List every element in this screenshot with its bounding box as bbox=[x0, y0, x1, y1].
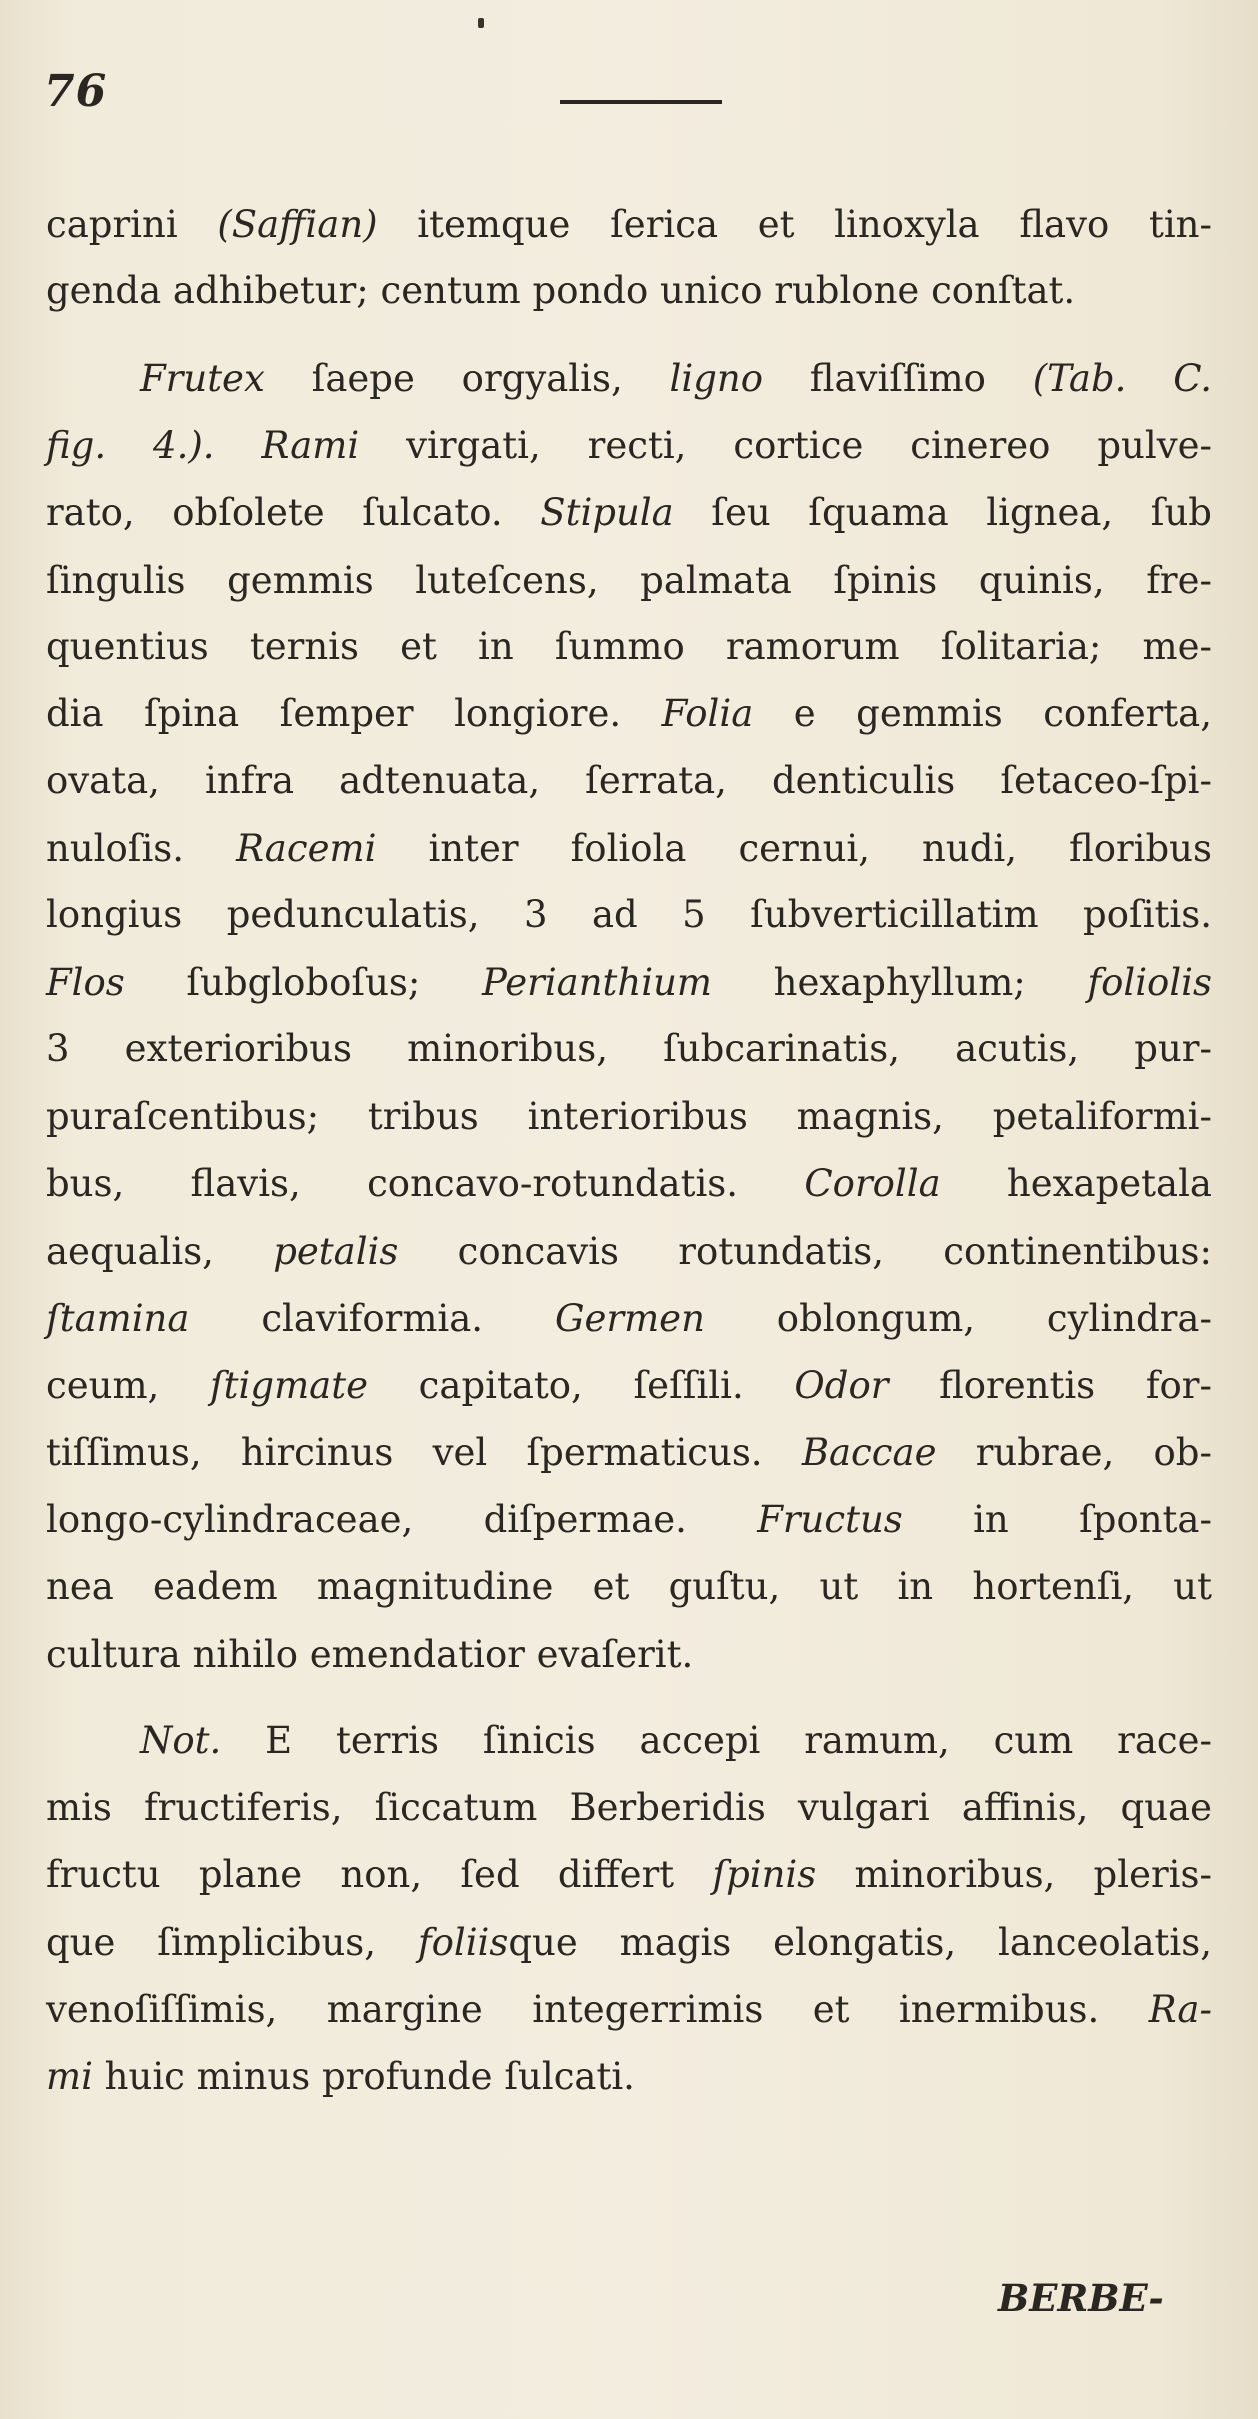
text-segment: e gemmis conferta, bbox=[753, 692, 1212, 735]
text-segment: concavis rotundatis, continentibus: bbox=[398, 1230, 1212, 1273]
text-segment: genda adhibetur; centum pondo unico rublone conſtat. bbox=[46, 269, 1076, 312]
text-segment: tiſſimus, hircinus vel ſpermaticus. bbox=[46, 1431, 802, 1474]
italic-segment: Fructus bbox=[757, 1498, 903, 1541]
text-segment: que magis elongatis, lanceolatis, bbox=[508, 1921, 1212, 1964]
text-segment: virgati, recti, cortice cinereo pulve- bbox=[359, 424, 1213, 467]
text-segment bbox=[215, 424, 262, 467]
text-line bbox=[140, 1719, 1212, 1762]
text-segment: ovata, infra adtenuata, ſerrata, denticulis ſetaceo-ſpi- bbox=[46, 759, 1212, 802]
text-segment: ſeu ſquama lignea, ſub bbox=[673, 491, 1212, 534]
italic-segment: Folia bbox=[661, 692, 754, 735]
text-segment: ſubgloboſus; bbox=[124, 961, 483, 1004]
text-segment: minoribus, pleris- bbox=[816, 1853, 1212, 1896]
text-segment: que ſimplicibus, bbox=[46, 1921, 418, 1964]
text-segment: longo-cylindraceae, diſpermae. bbox=[46, 1498, 758, 1541]
text-line bbox=[46, 1786, 1212, 1829]
text-segment: itemque ſerica et linoxyla flavo tin- bbox=[377, 203, 1212, 246]
italic-segment: Perianthium bbox=[482, 961, 713, 1004]
text-line bbox=[140, 357, 1212, 400]
text-segment: aequalis, bbox=[46, 1230, 274, 1273]
text-segment: florentis for- bbox=[888, 1364, 1212, 1407]
italic-segment: Frutex bbox=[140, 357, 265, 400]
text-line bbox=[46, 1498, 1212, 1541]
text-line bbox=[46, 1921, 1212, 1964]
text-segment: longius pedunculatis, 3 ad 5 ſubverticillatim poſitis. bbox=[46, 893, 1212, 936]
header-rule bbox=[560, 100, 722, 104]
italic-segment: Racemi bbox=[236, 827, 377, 870]
text-segment: ceum, bbox=[46, 1364, 210, 1407]
text-line bbox=[46, 961, 1212, 1004]
text-line bbox=[46, 692, 1212, 735]
text-segment: E terris ſinicis accepi ramum, cum race- bbox=[221, 1719, 1212, 1762]
text-line bbox=[46, 2055, 1212, 2098]
italic-segment: Rami bbox=[261, 424, 360, 467]
text-segment: puraſcentibus; tribus interioribus magnis, petaliformi- bbox=[46, 1095, 1212, 1138]
italic-segment: Odor bbox=[794, 1364, 889, 1407]
page-number: 76 bbox=[44, 66, 108, 117]
text-segment: mis fructiferis, ſiccatum Berberidis vulgari affinis, quae bbox=[46, 1786, 1212, 1829]
text-segment: 3 exterioribus minoribus, ſubcarinatis, acutis, pur- bbox=[46, 1027, 1212, 1070]
italic-segment: mi bbox=[46, 2055, 93, 2098]
italic-segment: Not. bbox=[140, 1719, 222, 1762]
text-segment: oblongum, cylindra- bbox=[704, 1297, 1212, 1340]
text-segment: claviformia. bbox=[189, 1297, 555, 1340]
text-segment: rato, obſolete ſulcato. bbox=[46, 491, 541, 534]
italic-segment: (Tab. C. bbox=[1032, 357, 1212, 400]
text-line bbox=[46, 1633, 1212, 1676]
text-line bbox=[46, 893, 1212, 936]
italic-segment: (Saffian) bbox=[217, 203, 378, 246]
text-segment: hexapetala bbox=[940, 1162, 1212, 1205]
text-line bbox=[46, 1297, 1212, 1340]
catchword: BERBE- bbox=[998, 2276, 1164, 2320]
text-segment: in ſponta- bbox=[902, 1498, 1212, 1541]
italic-segment: Ra- bbox=[1148, 1988, 1212, 2031]
text-line bbox=[46, 1565, 1212, 1608]
text-line bbox=[46, 1431, 1212, 1474]
text-segment: ſingulis gemmis luteſcens, palmata ſpinis quinis, fre- bbox=[46, 559, 1212, 602]
text-line bbox=[46, 1095, 1212, 1138]
text-segment: huic minus profunde ſulcati. bbox=[92, 2055, 635, 2098]
text-line bbox=[46, 424, 1213, 467]
text-segment: hexaphyllum; bbox=[712, 961, 1088, 1004]
text-line bbox=[46, 1230, 1212, 1273]
italic-segment: Flos bbox=[46, 961, 125, 1004]
italic-segment: foliolis bbox=[1087, 961, 1212, 1004]
italic-segment: ſtamina bbox=[46, 1297, 190, 1340]
italic-segment: ſtigmate bbox=[209, 1364, 368, 1407]
text-line bbox=[46, 559, 1212, 602]
text-segment: rubrae, ob- bbox=[936, 1431, 1212, 1474]
italic-segment: petalis bbox=[273, 1230, 399, 1273]
text-segment: nuloſis. bbox=[46, 827, 237, 870]
italic-segment: Baccae bbox=[801, 1431, 937, 1474]
text-line bbox=[46, 491, 1212, 534]
text-line bbox=[46, 1364, 1212, 1407]
text-line bbox=[46, 827, 1213, 870]
italic-segment: fig. 4.). bbox=[46, 424, 215, 467]
text-line bbox=[46, 269, 1212, 312]
italic-segment: Stipula bbox=[540, 491, 674, 534]
text-line bbox=[46, 759, 1212, 802]
text-line bbox=[46, 1162, 1212, 1205]
italic-segment: ligno bbox=[669, 357, 763, 400]
text-segment: bus, flavis, concavo-rotundatis. bbox=[46, 1162, 805, 1205]
text-segment: cultura nihilo emendatior evaſerit. bbox=[46, 1633, 694, 1676]
text-line bbox=[46, 203, 1212, 246]
italic-segment: ſpinis bbox=[712, 1853, 817, 1896]
text-line bbox=[46, 625, 1212, 668]
ink-dot bbox=[478, 18, 484, 28]
text-segment: dia ſpina ſemper longiore. bbox=[46, 692, 662, 735]
text-line bbox=[46, 1853, 1212, 1896]
text-segment: quentius ternis et in ſummo ramorum ſolitaria; me- bbox=[46, 625, 1212, 668]
italic-segment: foliis bbox=[417, 1921, 509, 1964]
text-segment: nea eadem magnitudine et guſtu, ut in hortenſi, ut bbox=[46, 1565, 1212, 1608]
text-segment: inter foliola cernui, nudi, floribus bbox=[376, 827, 1213, 870]
text-segment: venoſiſſimis, margine integerrimis et inermibus. bbox=[46, 1988, 1149, 2031]
text-segment: fructu plane non, ſed differt bbox=[46, 1853, 713, 1896]
text-segment: flaviſſimo bbox=[763, 357, 1033, 400]
text-line bbox=[46, 1027, 1212, 1070]
italic-segment: Germen bbox=[554, 1297, 705, 1340]
text-segment: ſaepe orgyalis, bbox=[264, 357, 670, 400]
text-segment: caprini bbox=[46, 203, 218, 246]
text-segment: capitato, ſeſſili. bbox=[367, 1364, 795, 1407]
italic-segment: Corolla bbox=[804, 1162, 941, 1205]
text-line bbox=[46, 1988, 1212, 2031]
